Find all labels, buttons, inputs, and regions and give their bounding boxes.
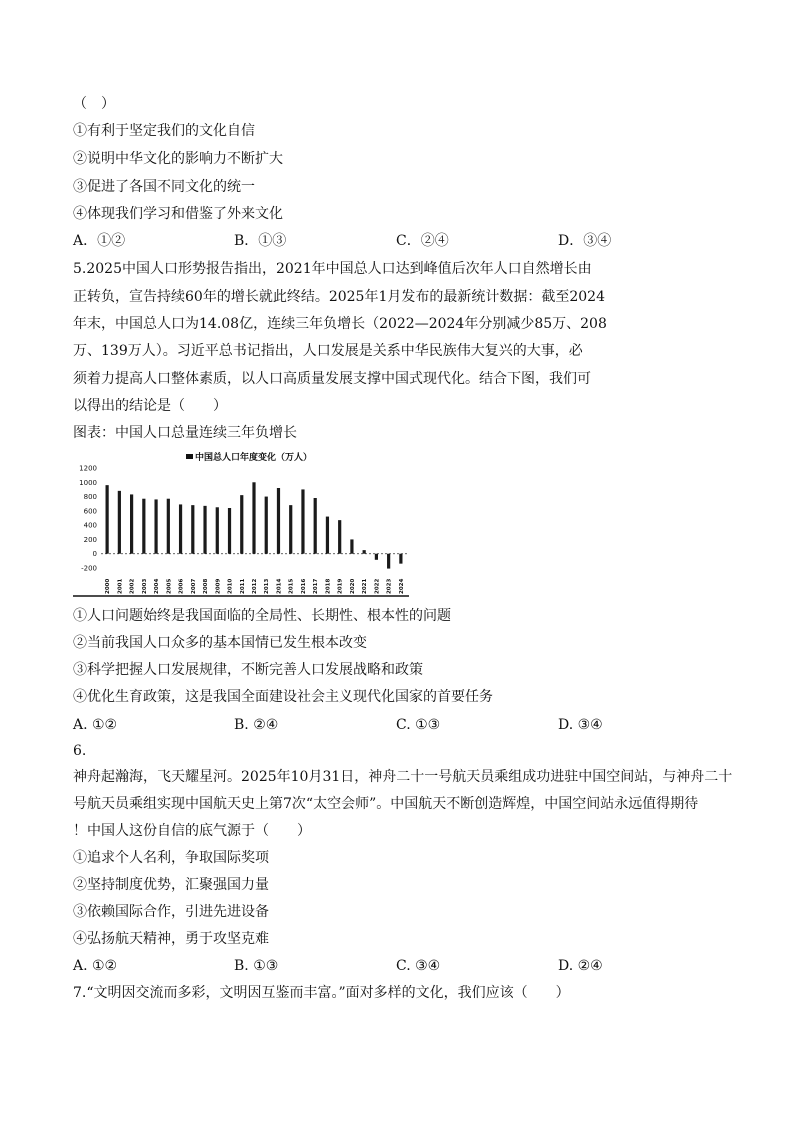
q5-stem-line-4: 万、139万人）。习近平总书记指出，人口发展是关系中华民族伟大复兴的大事，必: [73, 343, 583, 359]
q4-option-a[interactable]: A．①②: [73, 233, 126, 249]
y-tick-label: 600: [83, 507, 97, 516]
bar-2017: [314, 498, 317, 554]
q6-item-4: ④弘扬航天精神，勇于攻坚克难: [73, 931, 269, 947]
bar-2008: [203, 506, 206, 554]
q5-item-1: ①人口问题始终是我国面临的全局性、长期性、根本性的问题: [73, 608, 451, 624]
x-tick-label: 2011: [239, 578, 246, 594]
q4-option-b[interactable]: B．①③: [234, 233, 287, 249]
q5-stem-line-6: 以得出的结论是（ ）: [73, 398, 227, 414]
bar-2012: [252, 482, 255, 553]
legend-swatch: [186, 454, 193, 459]
q5-option-c[interactable]: C. ①③: [396, 717, 441, 733]
q6-option-d[interactable]: D. ②④: [558, 958, 603, 974]
x-tick-label: 2012: [252, 578, 258, 594]
x-tick-label: 2002: [129, 578, 136, 594]
x-tick-label: 2022: [374, 578, 381, 594]
bar-2019: [338, 520, 341, 554]
q6-number: 6.: [73, 743, 87, 759]
y-tick-label: 1200: [79, 464, 97, 473]
q4-item-2: ②说明中华文化的影响力不断扩大: [73, 151, 283, 167]
x-tick-label: 2010: [227, 578, 234, 594]
bar-2024: [399, 554, 402, 564]
q6-stem-line-3: ！中国人这份自信的底气源于（ ）: [73, 823, 311, 839]
q6-option-a[interactable]: A. ①②: [73, 958, 118, 974]
bar-2007: [191, 505, 194, 554]
x-tick-label: 2000: [105, 578, 112, 594]
bar-2001: [118, 491, 121, 554]
bar-2014: [277, 488, 280, 554]
x-tick-label: 2016: [300, 578, 307, 594]
q4-option-d[interactable]: D．③④: [558, 233, 612, 249]
q5-item-2: ②当前我国人口众多的基本国情已发生根本改变: [73, 635, 367, 651]
q6-item-3: ③依赖国际合作，引进先进设备: [73, 904, 269, 920]
x-tick-label: 2013: [264, 578, 271, 594]
bar-2010: [228, 508, 231, 554]
bar-2006: [179, 504, 182, 553]
population-bar-chart: [73, 446, 413, 598]
bar-2015: [289, 505, 292, 554]
q5-option-d[interactable]: D. ③④: [558, 717, 603, 733]
chart-title: 中国总人口年度变化（万人）: [195, 453, 313, 463]
q4-item-3: ③促进了各国不同文化的统一: [73, 179, 255, 195]
bar-2005: [167, 499, 170, 554]
x-tick-label: 2007: [190, 578, 197, 594]
x-tick-label: 2003: [141, 578, 148, 594]
q5-stem-line-1: 5.2025中国人口形势报告指出，2021年中国总人口达到峰值后次年人口自然增长由: [73, 261, 592, 277]
x-tick-label: 2018: [325, 578, 332, 594]
x-tick-label: 2023: [386, 578, 393, 594]
q5-option-a[interactable]: A. ①②: [73, 717, 118, 733]
bar-2016: [301, 489, 304, 553]
q5-stem-line-5: 须着力提高人口整体素质，以人口高质量发展支撑中国式现代化。结合下图，我们可: [73, 371, 591, 387]
q5-item-4: ④优化生育政策，这是我国全面建设社会主义现代化国家的首要任务: [73, 689, 493, 705]
q4-item-1: ①有利于坚定我们的文化自信: [73, 123, 255, 139]
x-tick-label: 2009: [215, 578, 222, 594]
x-tick-label: 2014: [276, 578, 283, 594]
bar-2018: [326, 517, 329, 554]
q4-stem-tail: （ ）: [73, 96, 115, 112]
y-tick-label: 400: [83, 521, 97, 530]
x-tick-label: 2024: [398, 578, 405, 594]
bar-2022: [375, 554, 378, 560]
q6-option-c[interactable]: C. ③④: [396, 958, 441, 974]
x-tick-label: 2021: [362, 578, 369, 594]
q6-stem-line-1: 神舟起瀚海，飞天耀星河。2025年10月31日，神舟二十一号航天员乘组成功进驻中国空间站，与神舟二十: [73, 769, 733, 785]
q6-item-2: ②坚持制度优势，汇聚强国力量: [73, 877, 269, 893]
x-tick-label: 2001: [117, 578, 124, 594]
bar-2003: [142, 499, 145, 554]
bar-2002: [130, 494, 133, 553]
x-tick-label: 2019: [337, 578, 344, 594]
x-tick-label: 2020: [349, 578, 356, 594]
q5-chart-caption: 图表：中国人口总量连续三年负增长: [73, 425, 297, 441]
bar-2011: [240, 495, 243, 554]
bar-2021: [363, 550, 366, 554]
q5-stem-line-2: 正转负，宣告持续60年的增长就此终结。2025年1月发布的最新统计数据：截至2024: [73, 289, 605, 305]
q5-item-3: ③科学把握人口发展规律，不断完善人口发展战略和政策: [73, 662, 423, 678]
y-tick-label: 200: [83, 535, 97, 544]
y-tick-label: -200: [81, 564, 97, 573]
q6-option-b[interactable]: B. ①③: [234, 958, 279, 974]
bar-2004: [154, 499, 157, 553]
bar-2013: [265, 497, 268, 554]
y-tick-label: 800: [83, 493, 97, 502]
x-tick-label: 2005: [166, 578, 173, 594]
bar-2023: [387, 554, 390, 569]
q5-stem-line-3: 年末，中国总人口为14.08亿，连续三年负增长（2022—2024年分别减少85万、208: [73, 316, 607, 332]
q6-stem-line-2: 号航天员乘组实现中国航天史上第7次“太空会师”。中国航天不断创造辉煌，中国空间站永远值得期待: [73, 796, 699, 812]
x-tick-label: 2004: [154, 578, 161, 594]
q4-option-c[interactable]: C．②④: [396, 233, 449, 249]
q4-item-4: ④体现我们学习和借鉴了外来文化: [73, 206, 283, 222]
y-tick-label: 0: [92, 550, 97, 559]
q5-option-b[interactable]: B. ②④: [234, 717, 279, 733]
q7-stem: 7.“文明因交流而多彩，文明因互鉴而丰富。”面对多样的文化，我们应该（ ）: [73, 985, 570, 1001]
chart-legend: [186, 451, 312, 463]
y-tick-label: 1000: [79, 478, 97, 487]
bar-2000: [106, 485, 109, 554]
bar-2009: [216, 507, 219, 553]
x-tick-label: 2017: [313, 578, 320, 594]
q6-item-1: ①追求个人名利，争取国际奖项: [73, 850, 269, 866]
bar-2020: [350, 539, 353, 553]
x-tick-label: 2015: [288, 578, 295, 594]
x-tick-label: 2008: [203, 578, 210, 594]
x-tick-label: 2006: [178, 578, 185, 594]
